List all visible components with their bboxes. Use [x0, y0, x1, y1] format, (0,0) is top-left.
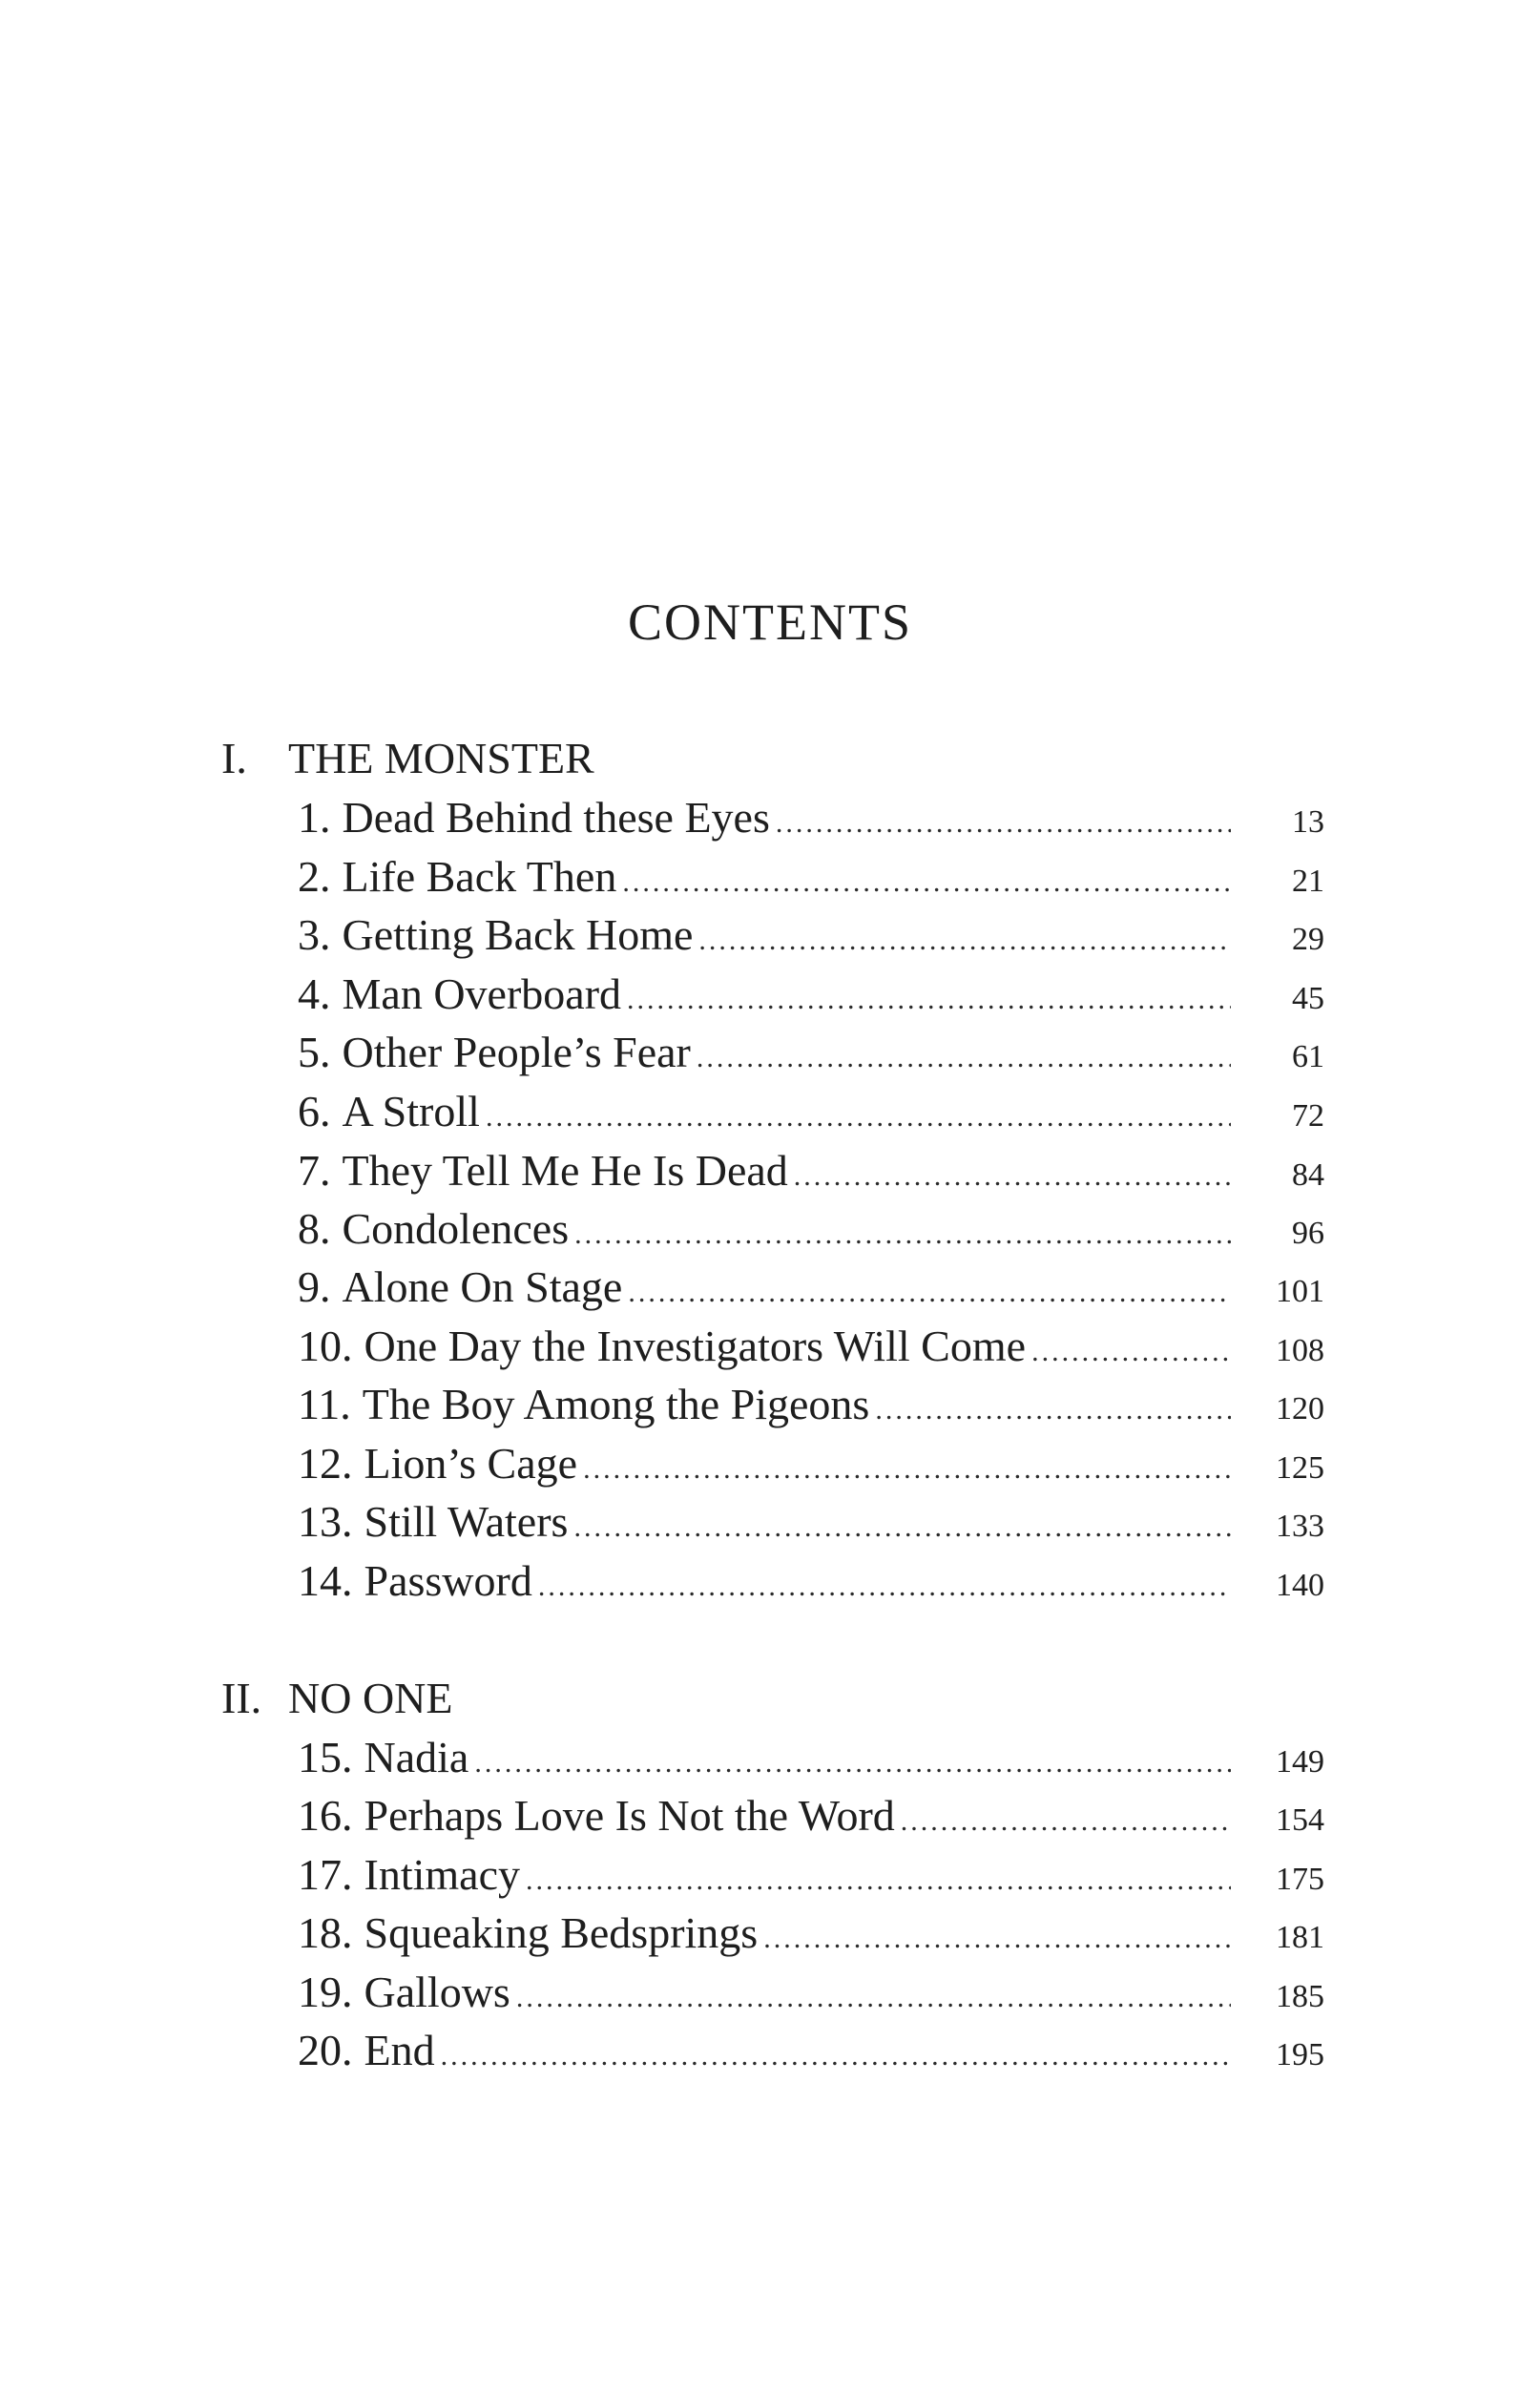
toc-entry[interactable]: [298, 1141, 1324, 1200]
dot-leader: [875, 1381, 1231, 1440]
page-number: 175: [1276, 1862, 1324, 1897]
toc-entry[interactable]: [298, 1845, 1324, 1905]
toc-entry[interactable]: [298, 1492, 1324, 1552]
chapter-number: 15.: [298, 1733, 353, 1781]
chapter-number: 5.: [298, 1028, 331, 1076]
toc-entry[interactable]: [298, 788, 1324, 847]
dot-leader: [486, 1088, 1231, 1147]
page-number: 13: [1292, 804, 1324, 840]
page-number: 140: [1276, 1568, 1324, 1603]
toc-entry[interactable]: [298, 1375, 1324, 1434]
chapter-number: 14.: [298, 1556, 353, 1605]
chapter-title: Still Waters: [364, 1497, 569, 1546]
chapter-title: Gallows: [364, 1968, 510, 2016]
toc-entry[interactable]: [298, 1082, 1324, 1141]
page-number: 61: [1292, 1039, 1324, 1074]
page-number: 125: [1276, 1450, 1324, 1486]
toc-entry[interactable]: [298, 1023, 1324, 1082]
part-number: II.: [221, 1674, 262, 1722]
toc-entry[interactable]: [298, 1552, 1324, 1611]
contents-title: CONTENTS: [628, 594, 912, 651]
page-number: 21: [1292, 864, 1324, 899]
chapter-number: 9.: [298, 1262, 331, 1311]
page-number: 96: [1292, 1216, 1324, 1251]
page-number: 181: [1276, 1920, 1324, 1955]
page-number: 101: [1276, 1274, 1324, 1309]
toc-entry[interactable]: [298, 1786, 1324, 1845]
dot-leader: [776, 794, 1231, 853]
toc-entry[interactable]: [298, 1258, 1324, 1317]
part-title: THE MONSTER: [288, 734, 594, 782]
chapter-title: Alone On Stage: [342, 1262, 623, 1311]
dot-leader: [474, 1734, 1231, 1793]
chapter-title: Dead Behind these Eyes: [342, 793, 770, 842]
chapter-number: 11.: [298, 1380, 351, 1428]
toc-entry[interactable]: [298, 1434, 1324, 1493]
chapter-title: The Boy Among the Pigeons: [362, 1380, 870, 1428]
dot-leader: [763, 1909, 1231, 1968]
toc-entry[interactable]: [298, 1904, 1324, 1963]
dot-leader: [901, 1792, 1231, 1851]
page-number: 149: [1276, 1744, 1324, 1780]
chapter-title: Perhaps Love Is Not the Word: [364, 1791, 895, 1840]
toc-entry[interactable]: [298, 965, 1324, 1024]
toc-entry[interactable]: [298, 1317, 1324, 1376]
part-heading-1: [221, 729, 594, 788]
chapter-title: A Stroll: [342, 1087, 480, 1135]
page-number: 120: [1276, 1391, 1324, 1427]
chapter-number: 10.: [298, 1322, 353, 1370]
toc-entry[interactable]: [298, 1199, 1324, 1259]
chapter-title: One Day the Investigators Will Come: [364, 1322, 1027, 1370]
dot-leader: [573, 1498, 1231, 1557]
chapter-number: 13.: [298, 1497, 353, 1546]
dot-leader: [574, 1205, 1231, 1264]
dot-leader: [538, 1557, 1231, 1616]
chapter-number: 6.: [298, 1087, 331, 1135]
page-number: 45: [1292, 981, 1324, 1016]
dot-leader: [516, 1968, 1231, 2028]
part-number: I.: [221, 734, 247, 782]
chapter-number: 2.: [298, 852, 331, 901]
dot-leader: [526, 1851, 1231, 1910]
dot-leader: [441, 2027, 1231, 2086]
chapter-title: Password: [364, 1556, 532, 1605]
chapter-title: Squeaking Bedsprings: [364, 1908, 759, 1957]
chapter-title: End: [364, 2026, 435, 2074]
chapter-number: 4.: [298, 969, 331, 1018]
chapter-number: 1.: [298, 793, 331, 842]
page-number: 133: [1276, 1509, 1324, 1544]
chapter-title: Life Back Then: [342, 852, 617, 901]
page-number: 154: [1276, 1802, 1324, 1838]
dot-leader: [698, 911, 1231, 970]
dot-leader: [627, 970, 1231, 1030]
chapter-number: 16.: [298, 1791, 353, 1840]
chapter-title: Getting Back Home: [342, 910, 694, 959]
toc-entry[interactable]: [298, 1728, 1324, 1787]
page-number: 185: [1276, 1979, 1324, 2014]
toc-entry[interactable]: [298, 847, 1324, 906]
dot-leader: [628, 1263, 1231, 1322]
dot-leader: [794, 1147, 1231, 1206]
dot-leader: [1031, 1322, 1231, 1382]
chapter-title: Man Overboard: [342, 969, 622, 1018]
dot-leader: [583, 1440, 1231, 1499]
toc-entry[interactable]: [298, 1963, 1324, 2022]
toc-entry[interactable]: [298, 906, 1324, 965]
chapter-number: 20.: [298, 2026, 353, 2074]
page-number: 108: [1276, 1333, 1324, 1368]
part-title: NO ONE: [288, 1674, 453, 1722]
chapter-title: They Tell Me He Is Dead: [342, 1146, 788, 1195]
chapter-number: 18.: [298, 1908, 353, 1957]
dot-leader: [622, 853, 1231, 912]
page-number: 84: [1292, 1157, 1324, 1193]
chapter-title: Intimacy: [364, 1850, 520, 1899]
chapter-number: 12.: [298, 1439, 353, 1488]
chapter-number: 19.: [298, 1968, 353, 2016]
chapter-number: 17.: [298, 1850, 353, 1899]
chapter-title: Lion’s Cage: [364, 1439, 578, 1488]
chapter-title: Nadia: [364, 1733, 469, 1781]
chapter-title: Condolences: [342, 1204, 570, 1253]
page-number: 195: [1276, 2037, 1324, 2072]
toc-entry[interactable]: [298, 2021, 1324, 2080]
chapter-number: 7.: [298, 1146, 331, 1195]
dot-leader: [697, 1029, 1231, 1088]
chapter-number: 8.: [298, 1204, 331, 1253]
page-number: 29: [1292, 922, 1324, 957]
page-number: 72: [1292, 1098, 1324, 1134]
part-heading-2: [221, 1669, 452, 1728]
chapter-number: 3.: [298, 910, 331, 959]
chapter-title: Other People’s Fear: [342, 1028, 691, 1076]
